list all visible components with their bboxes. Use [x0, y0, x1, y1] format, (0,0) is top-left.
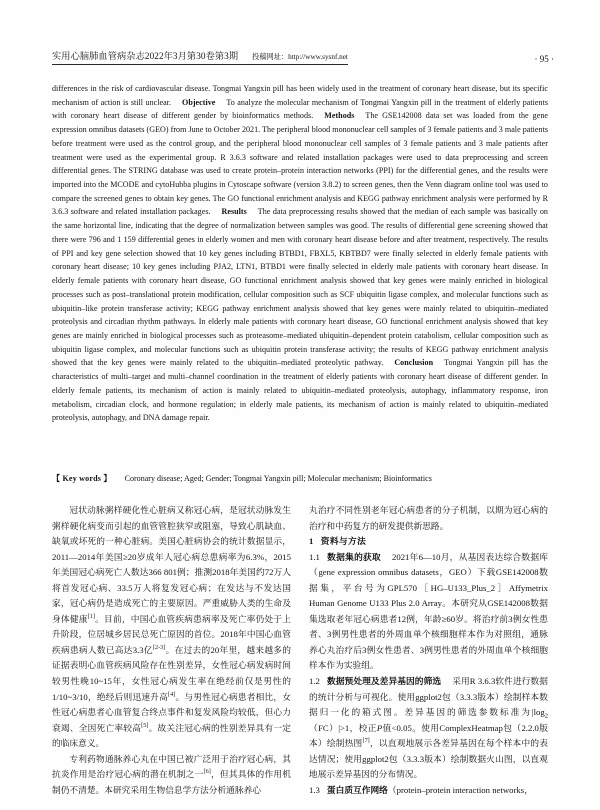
- subsection-1-2-text-a: 采用R 3.6.3软件进行数据的统计分析与可视化。使用ggplot2包（3.3.3版本）绘制样本数据归一化的箱式图。差异基因的筛选参数标准为|log: [309, 676, 548, 718]
- citation-ref-2: [2-3]: [152, 644, 166, 652]
- running-head-left: [52, 48, 348, 65]
- abstract-part-5: Tongmai Yangxin pill has the characteristics of multi–target and multi–channel coordination in the treatment of elderly patients with coronary heart disease of different gender. In elderly female patients, its mechanism of action is mainly related to ubiquitin–mediated proteolysis, autophagy, inflammatory response, iron metabolism, circadian clock, and hormone regulation; in elderly male patients, its mechanism of action is mainly related to ubiquitin–mediated proteolysis, autophagy, and DNA damage repair.: [52, 358, 549, 423]
- lp2-b: ，但其具体的作用机制仍不清楚。本研究采用生物信息学方法分析通脉养心: [52, 769, 292, 795]
- abstract-part-4: The data preprocessing results showed that the median of each sample was basically on the same horizontal line, indicating that the degree of normalization between samples was good. The results of differential gene screening showed that there were 796 and 1 159 differential genes in elderly women and men with coronary heart disease before and after treatment, respectively. The results of PPI and key gene selection showed that 10 key genes including BTBD1, FBXL5, KBTBD7 were finally selected in elderly female patients with coronary heart disease; 10 key genes including PJA2, LTN1, BTBD1 were finally selected in elderly male patients with coronary heart disease. In elderly female patients with coronary heart disease, GO functional enrichment analysis showed that key genes were mainly enriched in biological processes such as post–translational protein modification, cellular composition such as SCF ubiquitin ligase complex, and molecular functions such as ubiquitin–like protein transferase activity; KEGG pathway enrichment analysis showed that key genes were mainly related to ubiquitin–mediated proteolysis and circadian rhythm pathways. In elderly male patients with coronary heart disease, GO functional enrichment analysis showed that key genes are mainly enriched in biological processes such as proteasome–mediated ubiquitin–dependent protein catabolism, cellular composition such as ubiquitin ligase complex, and molecular functions such as ubiquitin protein transferase activity; the results of KEGG pathway enrichment analysis showed that the key genes were mainly related to the ubiquitin–mediated proteolytic pathway.: [52, 207, 548, 368]
- section-number: 1: [309, 536, 314, 547]
- lp1-a: 冠状动脉粥样硬化性心脏病又称冠心病，是冠状动脉发生粥样硬化病变而引起的血管管腔狭窄或阻塞，导致心肌缺血、缺氧或坏死的一种心脏病。美国心脏病协会的统计数据显示，2011—2014年美国≥20岁成年人冠心病总患病率为6.3%，2015年美国冠心病死亡人数达366 801例；推测2018年美国约72万人将首发冠心病、33.5万人将复发冠心病；在发达与不发达国家，冠心病仍是造成死亡的主要原因。严重威胁人类的生命及身体健康: [52, 505, 291, 624]
- right-paragraph-continued: 丸治疗不同性别老年冠心病患者的分子机制，以期为冠心病的治疗和中药复方的研发提供新思路。: [309, 505, 548, 531]
- keywords-terms: Coronary disease; Aged; Gender; Tongmai Yangxin pill; Molecular mechanism; Bioinformatics: [124, 474, 432, 483]
- citation-ref-3: [4]: [168, 690, 176, 698]
- subsection-number-1-3: 1.3: [309, 784, 320, 795]
- subsection-1-3-text: （protein–protein interaction networks，: [387, 784, 533, 795]
- abstract-part-3: The GSE142008 data set was loaded from the gene expression omnibus datasets (GEO) from June to October 2021. The peripheral blood mononuclear cell samples of 3 female patients and 3 male patients before treatment were used as the control group, and the peripheral blood mononuclear cell samples of 3 female patients and 3 male patients after treatment were used as the experimental group. R 3.6.3 software and related installation packages were used to data preprocessing and screen differential genes. The STRING database was used to create protein–protein interaction networks (PPI) for the differential genes, and the results were imported into the MCODE and cytoHubba plugins in Cytoscape software (version 3.8.2) to screen genes, then the Venn diagram online tool was used to compare the screened genes to obtain key genes. The GO functional enrichment analysis and KEGG pathway enrichment analysis were performed by R 3.6.3 software and related installation packages.: [52, 111, 548, 217]
- subsection-1-3: [309, 783, 548, 799]
- subsection-1-2: [309, 674, 548, 783]
- abstract-part-1: differences in the risk of cardiovascular disease. Tongmai Yangxin pill has been widely used in the treatment of coronary heart disease, but its specific mechanism of action is still unclear.: [52, 84, 548, 107]
- citation-ref-7: [7]: [362, 737, 370, 745]
- keywords-label: 【 Key words 】: [52, 474, 112, 483]
- left-paragraph-2: [52, 752, 291, 799]
- journal-title-line: 实用心脑肺血管病杂志2022年3月第30卷第3期: [52, 51, 239, 61]
- subsection-number-1-2: 1.2: [309, 676, 320, 687]
- lp1-c: 。在过去的20年里，越来越多的证据表明心血管疾病风险存在性别差异，女性冠心病发病时间较男性晚10~15年，女性冠心病发生率在绝经前仅是男性的1/10~3/10，绝经后则迅速升高: [52, 644, 291, 702]
- keywords-block: [52, 472, 548, 486]
- lp1-d: 。与男性冠心病患者相比，女性冠心病患者心血管复合终点事件和复发风险均较低，但心力衰竭、全因死亡率较高: [52, 691, 291, 733]
- subsection-title-1-3: 蛋白质互作网络: [326, 784, 388, 795]
- abstract-label-methods: Methods: [324, 111, 355, 121]
- english-abstract: [52, 82, 548, 425]
- abstract-label-results: Results: [221, 207, 247, 217]
- page-number: · 95 ·: [534, 54, 554, 64]
- citation-ref-6: [6]: [203, 768, 211, 776]
- citation-ref-1: [1]: [87, 612, 95, 620]
- subsection-1-2-text-b: （FC）|>1，校正: [309, 722, 377, 733]
- subsection-1-2-text-c: 值<0.05。使用ComplexHeatmap包（2.2.0版本）绘制热图: [309, 722, 548, 749]
- submission-url: 投稿网址：http://www.sysnf.net: [252, 53, 348, 61]
- left-paragraph-1: [52, 503, 291, 752]
- subsection-1-1-text: 2021年6—10月，从基因表达综合数据库（gene expression omnibus datasets，GEO）下载GSE142008数据集，平台号为GPL570［HG–U133_Plus_2］Affymetrix Human Genome U133 Plus 2.0 Array。本研究从GSE142008数据集选取老年冠心病患者12例，年龄≥60岁。将治疗前3例女性患者、3例男性患者的外周血单个核细胞样本作为对照组，通脉养心丸治疗后3例女性患者、3例男性患者的外周血单个核细胞样本作为实验组。: [309, 551, 549, 671]
- subsection-number-1-1: 1.1: [309, 551, 320, 562]
- subsection-title-1-2: 数据预处理及差异基因的筛选: [326, 676, 442, 687]
- running-head: [52, 48, 554, 65]
- right-column: [309, 503, 548, 793]
- abstract-paragraph: [52, 82, 548, 425]
- lp1-e: 。故关注冠心病的性别差异具有一定的临床意义。: [52, 722, 291, 749]
- abstract-part-2: To analyze the molecular mechanism of Tongmai Yangxin pill in the treatment of elderly patients with coronary heart disease of different gender by bioinformatics methods.: [52, 97, 549, 121]
- left-column: [52, 503, 291, 793]
- subsection-1-2-text-d: ，以直观地展示各差异基因在每个样本中的表达情况；使用ggplot2包（3.3.3版本）绘制数据火山图，以直观地展示差异基因的分布情况。: [309, 738, 549, 780]
- citation-ref-4: [5]: [141, 721, 149, 729]
- log-base-subscript: 2: [544, 712, 548, 720]
- section-title: 资料与方法: [320, 536, 367, 547]
- subsection-1-1: [309, 550, 548, 674]
- lp2-a: 专利药物通脉养心丸在中国已被广泛用于治疗冠心病，其抗炎作用是治疗冠心病的潜在机制之一: [52, 753, 291, 780]
- abstract-label-objective: Objective: [182, 97, 216, 107]
- body-columns: [52, 503, 548, 793]
- section-heading-1: [309, 534, 548, 550]
- lp1-b: 。目前，中国心血管疾病患病率及死亡率仍处于上升阶段，位居城乡居民总死亡原因的首位。2018年中国心血管疾病患病人数已高达3.3亿: [52, 613, 291, 655]
- subsection-title-1-1: 数据集的获取: [326, 551, 381, 562]
- abstract-label-conclusion: Conclusion: [394, 358, 434, 368]
- p-value-symbol: P: [376, 722, 383, 733]
